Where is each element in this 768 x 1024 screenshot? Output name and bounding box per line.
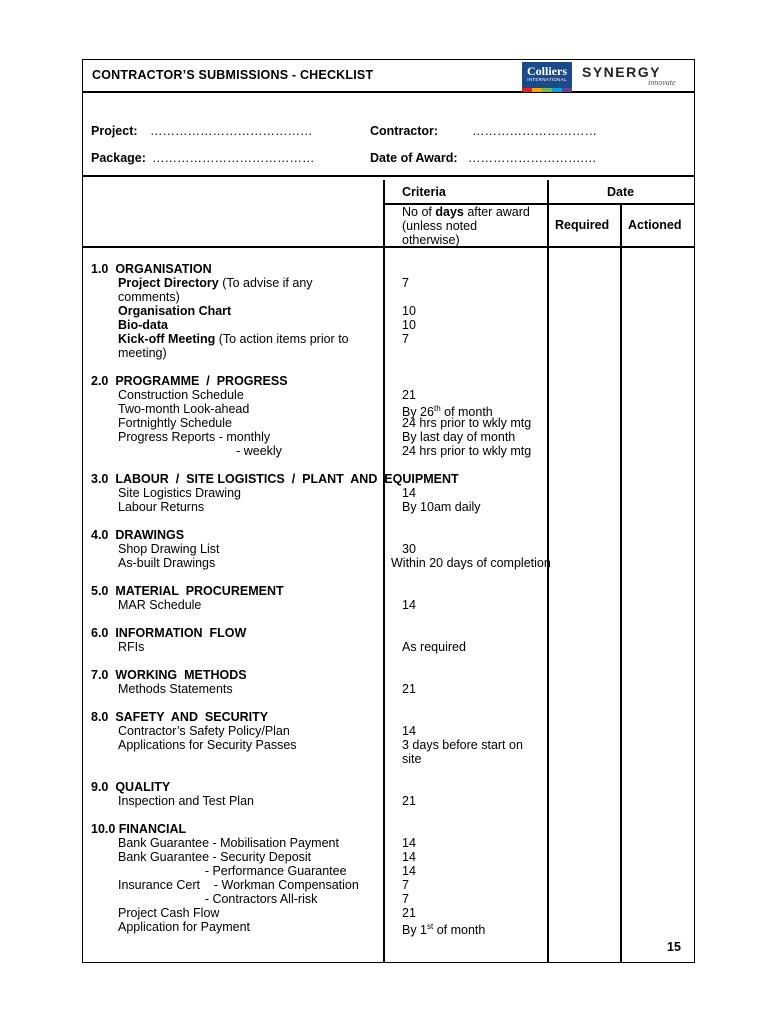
criteria-value: By 26th of month: [402, 404, 493, 420]
criteria-value: 14: [402, 850, 416, 864]
actioned-column-rule: [620, 203, 622, 963]
checklist-item: Bank Guarantee - Security Deposit: [118, 850, 312, 864]
checklist-item: - Performance Guarantee: [118, 864, 347, 878]
criteria-value: As required: [402, 640, 466, 654]
criteria-column-rule: [383, 180, 385, 963]
date-heading: Date: [607, 185, 635, 199]
criteria-value: 7: [402, 276, 409, 290]
package-label: Package:: [91, 151, 146, 165]
criteria-value: Within 20 days of completion: [391, 556, 551, 570]
criteria-value: 24 hrs prior to wkly mtg: [402, 416, 532, 430]
table-header-divider: [82, 246, 695, 248]
checklist-item: Applications for Security Passes: [118, 738, 297, 752]
criteria-value: 7: [402, 892, 409, 906]
award-label: Date of Award:: [370, 151, 458, 165]
page-title: CONTRACTOR’S SUBMISSIONS - CHECKLIST: [92, 68, 374, 82]
package-field[interactable]: …………………………………: [152, 151, 315, 165]
section-heading: 8.0 SAFETY AND SECURITY: [91, 710, 269, 724]
criteria-value: 24 hrs prior to wkly mtg: [402, 444, 532, 458]
criteria-value: site: [402, 752, 422, 766]
colliers-logo: Colliers INTERNATIONAL: [522, 62, 572, 92]
section-heading: 3.0 LABOUR / SITE LOGISTICS / PLANT AND EQUIPMENT: [91, 472, 459, 486]
criteria-value: 30: [402, 542, 416, 556]
criteria-value: 10: [402, 304, 416, 318]
checklist-item: Progress Reports - monthly: [118, 430, 271, 444]
award-field[interactable]: ……………………….…: [468, 151, 597, 165]
section-heading: 1.0 ORGANISATION: [91, 262, 212, 276]
criteria-value: 14: [402, 486, 416, 500]
checklist-item: meeting): [118, 346, 167, 360]
header-divider: [82, 91, 695, 93]
section-heading: 5.0 MATERIAL PROCUREMENT: [91, 584, 284, 598]
checklist-item: Project Cash Flow: [118, 906, 220, 920]
criteria-subheading: No of days after award: [402, 205, 530, 219]
synergy-logo: SYNERGY: [582, 64, 661, 80]
checklist-item: Project Directory (To advise if any: [118, 276, 313, 290]
criteria-value: By 1st of month: [402, 922, 486, 938]
checklist-item: Labour Returns: [118, 500, 205, 514]
checklist-item: Bank Guarantee - Mobilisation Payment: [118, 836, 339, 850]
required-heading: Required: [555, 218, 610, 232]
checklist-item: Two-month Look-ahead: [118, 402, 250, 416]
checklist-item: comments): [118, 290, 180, 304]
checklist-item: Fortnightly Schedule: [118, 416, 232, 430]
info-divider: [82, 175, 695, 177]
checklist-item: - Contractors All-risk: [118, 892, 318, 906]
checklist-item: Organisation Chart: [118, 304, 232, 318]
criteria-value: 21: [402, 794, 416, 808]
criteria-value: 14: [402, 598, 416, 612]
criteria-value: By last day of month: [402, 430, 516, 444]
checklist-item: Kick-off Meeting (To action items prior to: [118, 332, 349, 346]
checklist-item: Bio-data: [118, 318, 168, 332]
checklist-item: As-built Drawings: [118, 556, 216, 570]
criteria-value: 10: [402, 318, 416, 332]
criteria-value: 7: [402, 878, 409, 892]
contractor-label: Contractor:: [370, 124, 439, 138]
criteria-value: 21: [402, 906, 416, 920]
checklist-item: Contractor’s Safety Policy/Plan: [118, 724, 290, 738]
checklist-item: MAR Schedule: [118, 598, 202, 612]
criteria-subheading-line2: (unless noted: [402, 219, 478, 233]
criteria-value: By 10am daily: [402, 500, 481, 514]
criteria-value: 3 days before start on: [402, 738, 523, 752]
project-field[interactable]: …………………………………: [150, 124, 313, 138]
checklist-item: Inspection and Test Plan: [118, 794, 254, 808]
required-column-rule: [547, 180, 549, 963]
criteria-value: 21: [402, 682, 416, 696]
contractor-field[interactable]: …………………………: [472, 124, 597, 138]
checklist-item: Application for Payment: [118, 920, 251, 934]
criteria-heading: Criteria: [402, 185, 446, 199]
checklist-item: Shop Drawing List: [118, 542, 220, 556]
synergy-tagline: innovate: [648, 78, 676, 87]
actioned-heading: Actioned: [628, 218, 682, 232]
section-heading: 7.0 WORKING METHODS: [91, 668, 247, 682]
project-label: Project:: [91, 124, 138, 138]
section-heading: 4.0 DRAWINGS: [91, 528, 185, 542]
criteria-value: 14: [402, 836, 416, 850]
section-heading: 9.0 QUALITY: [91, 780, 171, 794]
page-number: 15: [667, 940, 681, 954]
criteria-value: 21: [402, 388, 416, 402]
section-heading: 6.0 INFORMATION FLOW: [91, 626, 247, 640]
checklist-item: RFIs: [118, 640, 145, 654]
checklist-item: Construction Schedule: [118, 388, 244, 402]
checklist-item: Site Logistics Drawing: [118, 486, 241, 500]
section-heading: 2.0 PROGRAMME / PROGRESS: [91, 374, 288, 388]
criteria-value: 14: [402, 864, 416, 878]
checklist-item: Methods Statements: [118, 682, 233, 696]
checklist-item: Insurance Cert - Workman Compensation: [118, 878, 359, 892]
criteria-value: 7: [402, 332, 409, 346]
checklist-item: - weekly: [118, 444, 282, 458]
criteria-subheading-line3: otherwise): [402, 233, 460, 247]
criteria-value: 14: [402, 724, 416, 738]
section-heading: 10.0 FINANCIAL: [91, 822, 187, 836]
